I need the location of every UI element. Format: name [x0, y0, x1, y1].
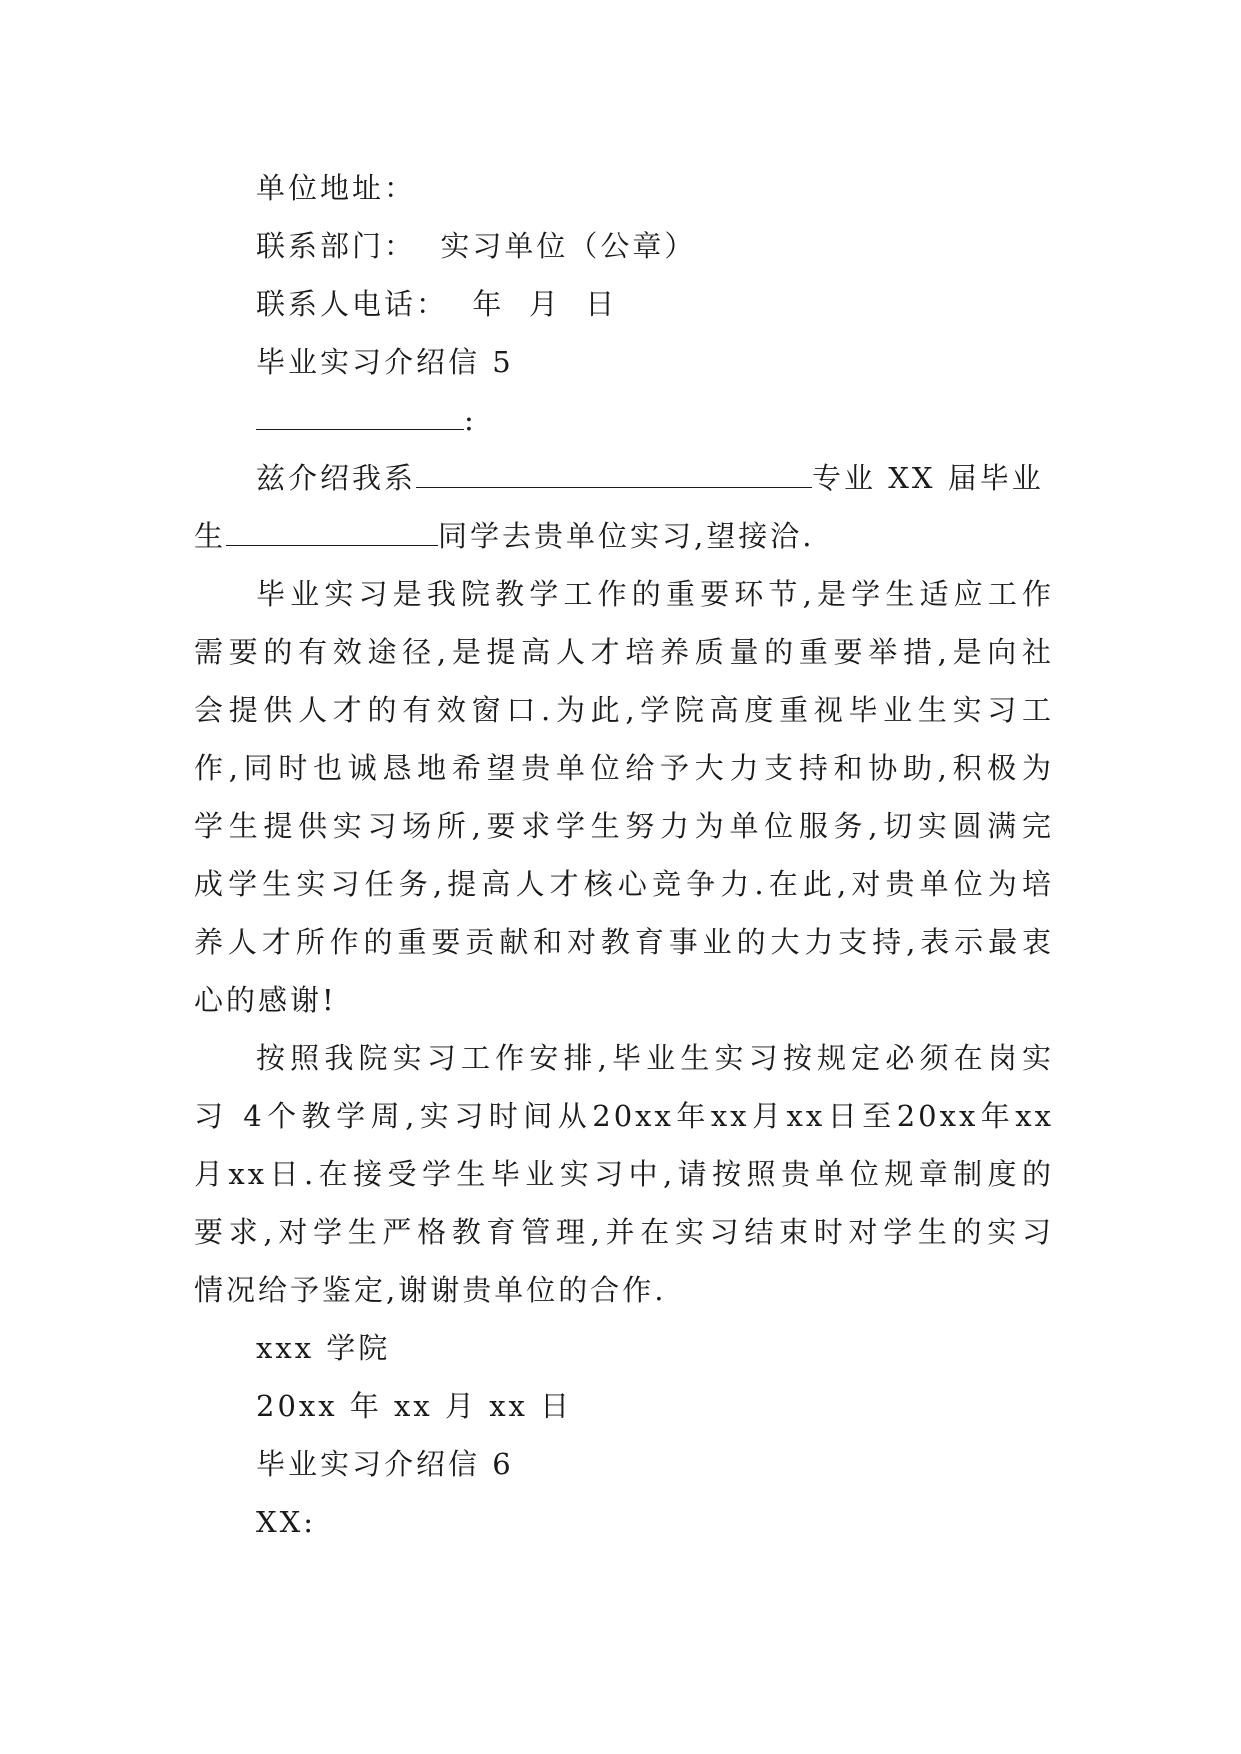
intro-line-1 [256, 458, 1054, 498]
intro2-prefix: 生 [194, 519, 227, 553]
para1-line: 养人才所作的重要贡献和对教育事业的大力支持,表示最衷 [194, 925, 1054, 959]
para1-line: 学生提供实习场所,要求学生努力为单位服务,切实圆满完 [194, 809, 1054, 843]
salutation-line [256, 400, 1116, 440]
para1-line: 作,同时也诚恳地希望贵单位给予大力支持和协助,积极为 [194, 751, 1054, 785]
para2-line: 按照我院实习工作安排,毕业生实习按规定必须在岗实 [256, 1041, 1054, 1075]
student-name-blank [226, 517, 438, 546]
intro-line-2 [194, 516, 1054, 556]
para1-line: 会提供人才的有效窗口.为此,学院高度重视毕业生实习工 [194, 693, 1054, 727]
para2-line: 要求,对学生严格教育管理,并在实习结束时对学生的实习 [194, 1215, 1054, 1249]
intro2-suffix: 同学去贵单位实习,望接洽. [438, 519, 815, 553]
intro-prefix: 兹介绍我系 [256, 461, 417, 495]
contact-phone-line: 联系人电话： 年 月 日 [256, 287, 618, 321]
para1-line: 需要的有效途径,是提高人才培养质量的重要举措,是向社 [194, 635, 1054, 669]
para1-line: 心的感谢! [194, 983, 337, 1017]
major-blank [416, 459, 812, 488]
unit-address-label: 单位地址： [256, 171, 417, 205]
para2-line: 情况给予鉴定,谢谢贵单位的合作. [194, 1273, 667, 1307]
salutation-colon: : [464, 403, 477, 437]
letter-title-5: 毕业实习介绍信 5 [256, 345, 514, 379]
contact-department-line: 联系部门： 实习单位（公章） [256, 229, 697, 263]
para1-line: 成学生实习任务,提高人才核心竞争力.在此,对贵单位为培 [194, 867, 1054, 901]
signature-org: xxx 学院 [256, 1331, 391, 1365]
intro-suffix: 专业 XX 届毕业 [812, 461, 1044, 495]
para1-line: 毕业实习是我院教学工作的重要环节,是学生适应工作 [256, 577, 1054, 611]
recipient-blank [256, 401, 464, 430]
salutation-xx: XX: [256, 1505, 317, 1539]
para2-line: 习 4个教学周,实习时间从20xx年xx月xx日至20xx年xx [194, 1099, 1054, 1133]
signature-date: 20xx 年 xx 月 xx 日 [256, 1389, 573, 1423]
letter-title-6: 毕业实习介绍信 6 [256, 1447, 514, 1481]
para2-line: 月xx日.在接受学生毕业实习中,请按照贵单位规章制度的 [194, 1157, 1054, 1191]
